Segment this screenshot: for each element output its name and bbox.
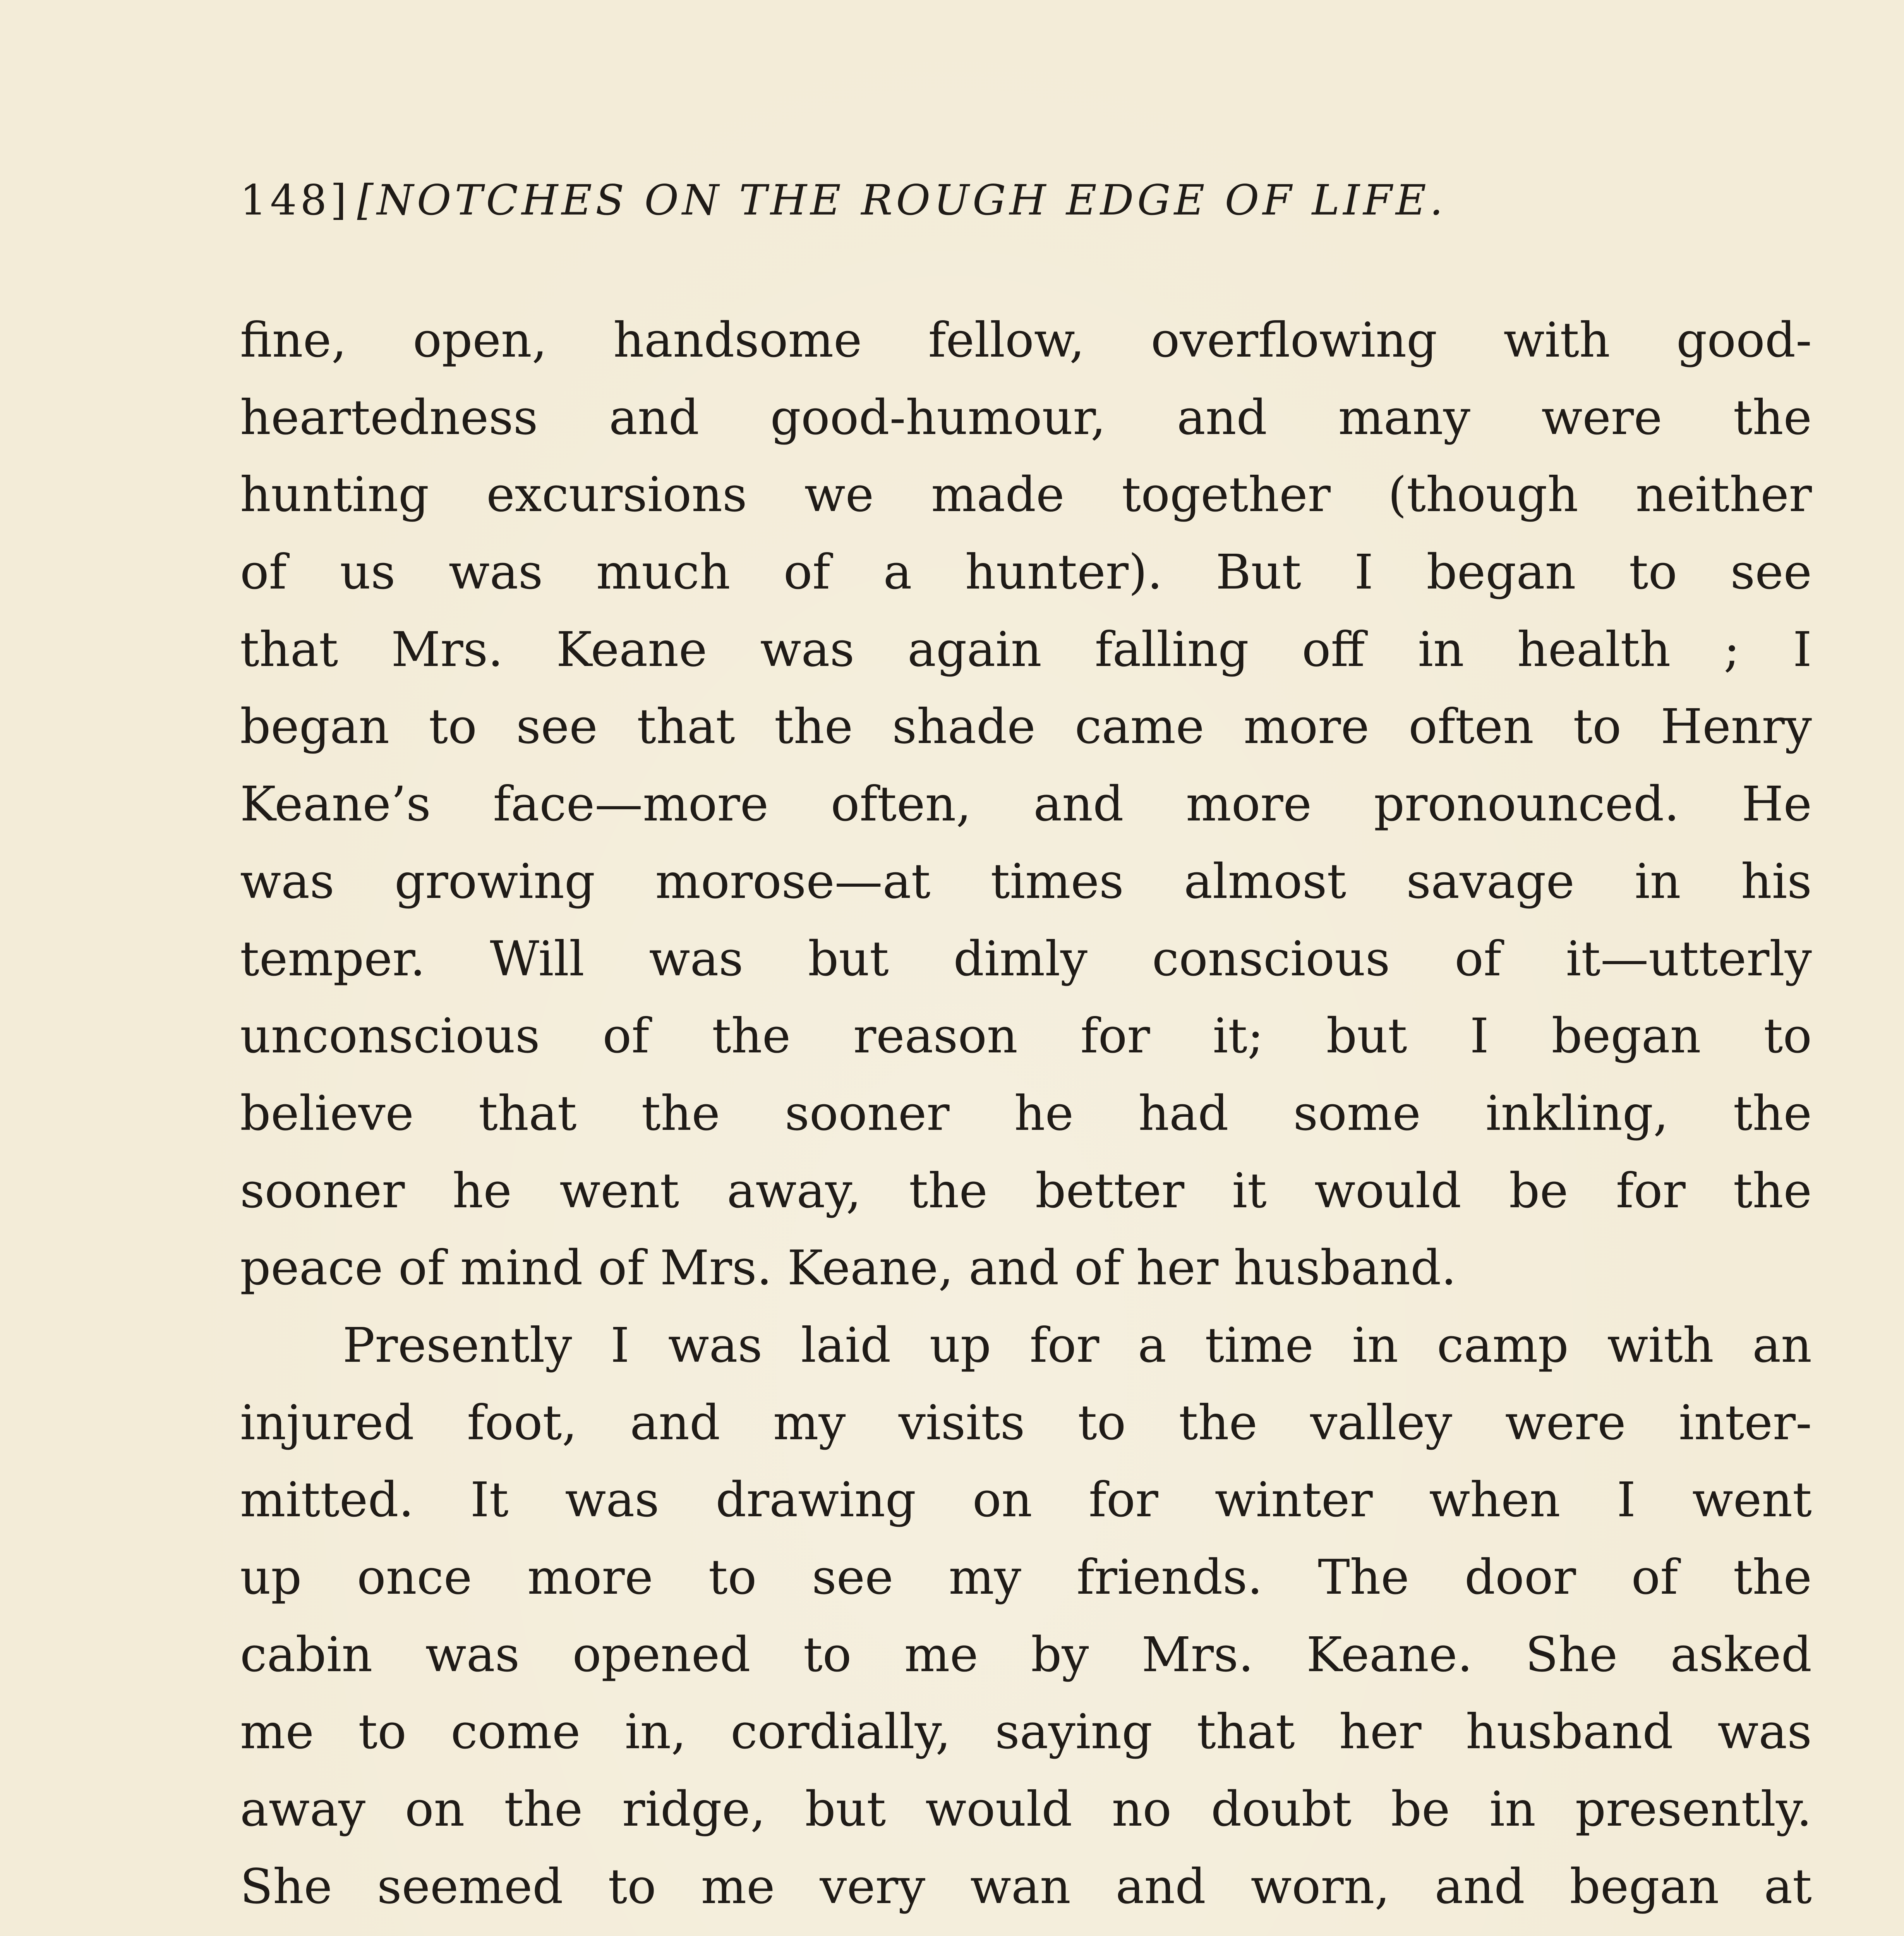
- text-line: cabin was opened to me by Mrs. Keane. She asked: [240, 1627, 1812, 1683]
- text-line: fine, open, handsome fellow, overflowing with good-: [240, 312, 1812, 368]
- running-title: [NOTCHES ON THE ROUGH EDGE OF LIFE.: [357, 176, 1447, 225]
- text-line: unconscious of the reason for it; but I began to: [240, 1008, 1812, 1064]
- text-line: sooner he went away, the better it would be for the: [240, 1163, 1812, 1219]
- text-line: injured foot, and my visits to the valley were inter-: [240, 1395, 1812, 1451]
- text-line: that Mrs. Keane was again falling off in health ; I: [240, 621, 1812, 678]
- body-text: [240, 302, 1812, 1936]
- text-line: Presently I was laid up for a time in camp with an: [343, 1317, 1812, 1373]
- text-line: heartedness and good-humour, and many were the: [240, 390, 1812, 446]
- text-line: up once more to see my friends. The door of the: [240, 1550, 1812, 1605]
- text-line: peace of mind of Mrs. Keane, and of her husband.: [240, 1240, 1456, 1296]
- text-line: mitted. It was drawing on for winter when I went: [240, 1472, 1812, 1528]
- running-head: [240, 176, 1769, 230]
- text-line: began to see that the shade came more often to Henry: [240, 699, 1812, 755]
- text-line: Keane’s face—more often, and more pronounced. He: [240, 776, 1812, 832]
- text-line: of us was much of a hunter). But I began to see: [240, 544, 1812, 601]
- text-line: [240, 1926, 1812, 1936]
- text-line: temper. Will was but dimly conscious of it—utterly: [240, 931, 1812, 987]
- text-line: was growing morose—at times almost savage in his: [240, 853, 1812, 910]
- page-number: 148]: [240, 176, 350, 225]
- text-line: me to come in, cordially, saying that her husband was: [240, 1704, 1812, 1760]
- text-line: believe that the sooner he had some inkling, the: [240, 1085, 1812, 1141]
- text-line: She seemed to me very wan and worn, and began at: [240, 1859, 1812, 1915]
- text-line: hunting excursions we made together (though neither: [240, 467, 1812, 523]
- text-line: away on the ridge, but would no doubt be in presently.: [240, 1782, 1812, 1838]
